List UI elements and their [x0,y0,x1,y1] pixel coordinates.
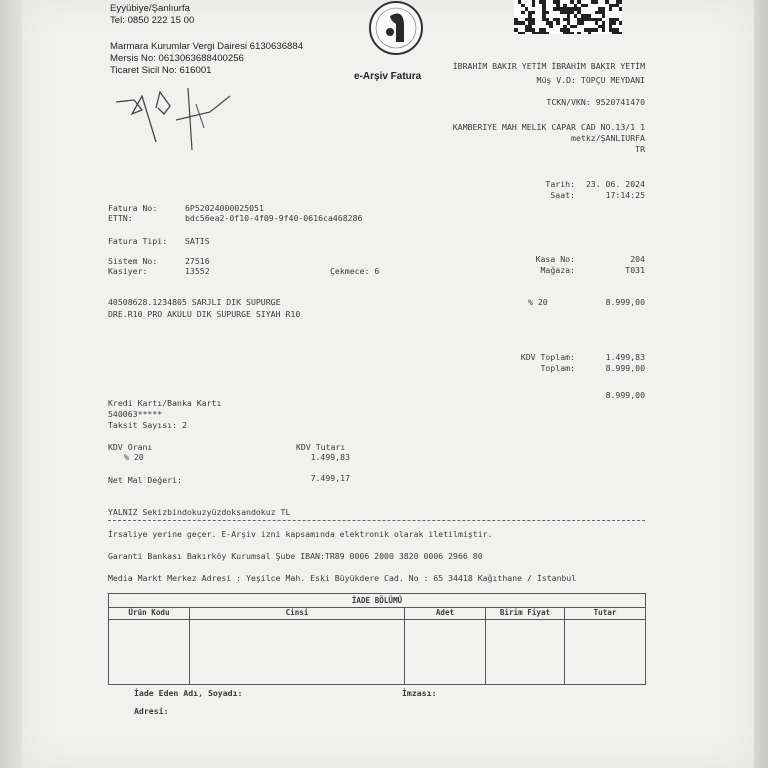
table-divider [485,607,486,684]
return-section-table [108,593,646,685]
kdv-rate-value: % 20 [124,452,144,462]
buyer-address-2: metkz/ŞANLIURFA [571,133,645,143]
date-value: 23. 06. 2024 [585,179,645,189]
paid-amount: 8.999,00 [605,390,645,400]
ettn-value: bdc56ea2-0f10-4f09-9f40-0616ca468286 [185,213,363,223]
card-number: 540063***** [108,409,163,419]
bank-info: Garanti Bankası Bakırköy Kurumsal Şube IBAN:TR89 0006 2000 3820 0006 2966 80 [108,551,483,561]
invoice-type-label: Fatura Tipi: [108,236,168,246]
signature-label: İmzası: [402,688,437,698]
kdv-amount-value: 1.499,83 [310,452,350,462]
signature-drawing [112,84,242,154]
col-unit-price: Birim Fiyat [486,607,564,620]
net-value-label: Net Mal Değeri: [108,475,182,485]
col-product-code: Ürün Kodu [109,607,189,620]
table-divider [564,607,565,684]
page-edge-left [0,0,22,768]
returner-name-label: İade Eden Adı, Soyadı: [134,688,243,698]
return-section-title: İADE BÖLÜMÜ [109,594,645,608]
buyer-tax-office: Müş V.D: TOPÇU MEYDANI [536,75,645,85]
gib-seal-logo-icon [360,0,430,58]
item-line-2: DRE.R10 PRO AKULU DIK SUPURGE SIYAH R10 [108,309,301,319]
amount-in-words: YALNIZ Sekizbindokuzyüzdoksandokuz TL [108,507,291,517]
document-title: e-Arşiv Fatura [354,71,422,82]
date-label: Tarih: [545,179,575,189]
net-value: 7.499,17 [310,473,350,483]
returner-address-label: Adresi: [134,706,169,716]
payment-method: Kredi Kartı/Banka Kartı [108,398,222,408]
issuer-trade-registry: Ticaret Sicil No: 616001 [110,65,212,76]
time-label: Saat: [550,190,575,200]
cashier-label: Kasiyer: [108,266,148,276]
invoice-type-value: SATIS [185,236,210,246]
drawer-number: Çekmece: 6 [330,266,380,276]
grand-total-value: 8.999,00 [605,363,645,373]
item-vat-rate: % 20 [528,297,548,307]
time-value: 17:14:25 [605,190,645,200]
issuer-mersis: Mersis No: 0613063688400256 [110,53,244,64]
kdv-rate-label: KDV Oranı [108,442,153,452]
table-divider [404,607,405,684]
qr-code-icon [514,0,622,34]
system-no-value: 27516 [185,256,210,266]
kdv-total-label: KDV Toplam: [520,352,575,362]
col-type: Cinsi [190,607,404,620]
col-total: Tutar [565,607,645,620]
kasa-no-label: Kasa No: [535,254,575,264]
cashier-value: 13552 [185,266,210,276]
headquarters-address: Media Markt Merkez Adresi : Yeşilce Mah. Eski Büyükdere Cad. No : 65 34418 Kağıthane / İstanbul [108,573,577,583]
e-archive-note: İrsaliye yerine geçer. E-Arşiv izni kapsamında elektronik olarak iletilmiştir. [108,529,493,539]
item-line-1: 40508628.1234805 SARJLI DIK SUPURGE [108,297,281,307]
issuer-block [110,3,194,27]
item-amount: 8.999,00 [605,297,645,307]
issuer-address: Eyyübiye/Şanlıurfa [110,3,190,14]
system-no-label: Sistem No: [108,256,158,266]
kdv-total-value: 1.499,83 [605,352,645,362]
buyer-tckn: TCKN/VKN: 9520741470 [546,97,645,107]
dashed-divider [108,520,645,521]
issuer-phone: Tel: 0850 222 15 00 [110,15,195,26]
buyer-country: TR [635,144,645,154]
invoice-no-value: 6P52024000025051 [185,203,264,213]
kasa-no-value: 204 [630,254,645,264]
buyer-name: İBRAHİM BAKIR YETİM İBRAHİM BAKIR YETİM [452,61,645,71]
store-label: Mağaza: [540,265,575,275]
store-value: T031 [625,265,645,275]
table-divider [189,607,190,684]
invoice-no-label: Fatura No: [108,203,158,213]
issuer-tax-office: Marmara Kurumlar Vergi Dairesi 6130636884 [110,41,304,52]
kdv-amount-label: KDV Tutarı [296,442,346,452]
page-edge-right [754,0,768,768]
col-quantity: Adet [405,607,485,620]
ettn-label: ETTN: [108,213,133,223]
issuer-registry-block [110,41,303,77]
installment-count: Taksit Sayısı: 2 [108,420,187,430]
buyer-address-1: KAMBERIYE MAH MELIK CAPAR CAD NO.13/1 1 [452,122,645,132]
grand-total-label: Toplam: [540,363,575,373]
